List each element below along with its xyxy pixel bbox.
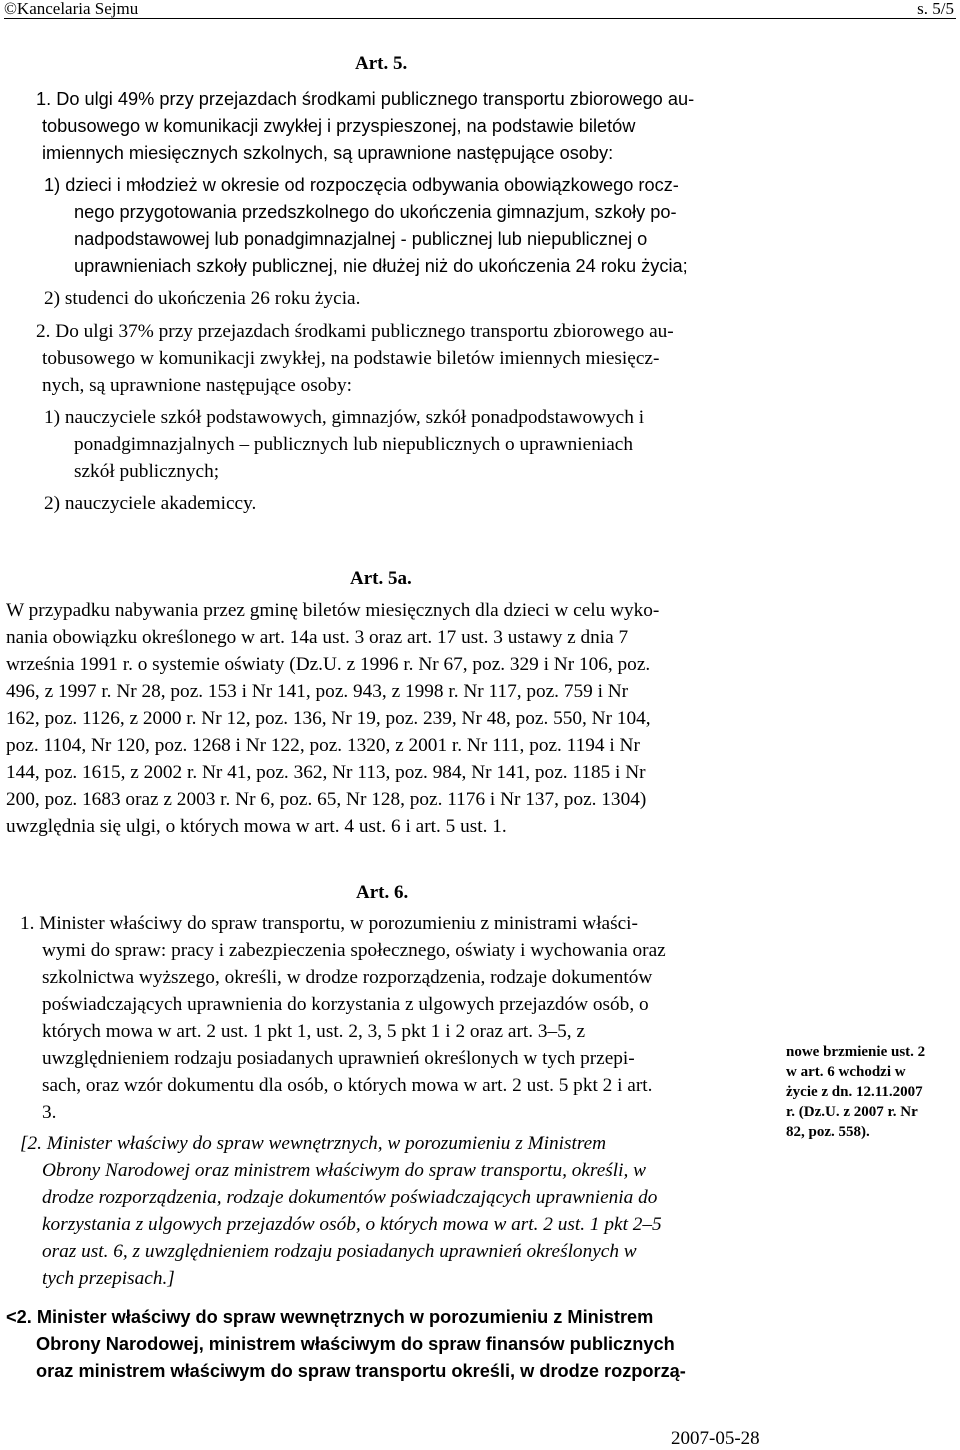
art6-ust1-line: poświadczających uprawnienia do korzystania z ulgowych przejazdów osób, o: [42, 994, 649, 1015]
pkt-line: nadpodstawowej lub ponadgimnazjalnej - publicznej lub niepublicznej o: [74, 229, 648, 249]
margin-note: [786, 1042, 958, 1142]
art5-ust2-pkt1: [44, 404, 774, 485]
art5a-line: września 1991 r. o systemie oświaty (Dz.U. z 1996 r. Nr 67, poz. 329 i Nr 106, poz.: [6, 654, 651, 675]
art5a-line: 144, poz. 1615, z 2002 r. Nr 41, poz. 362, Nr 113, poz. 984, Nr 141, poz. 1185 i Nr: [6, 762, 646, 783]
art6-ust1-line: szkolnictwa wyższego, określi, w drodze rozporządzenia, rodzaje dokumentów: [42, 967, 653, 988]
art5-ust1: [6, 86, 772, 167]
art6-ust1: [20, 910, 774, 1126]
art6-ust2-new-line: oraz ministrem właściwym do spraw transportu określi, w drodze rozporzą-: [36, 1361, 686, 1381]
art5a-line: 162, poz. 1126, z 2000 r. Nr 12, poz. 136, Nr 19, poz. 239, Nr 48, poz. 550, Nr 104,: [6, 708, 651, 729]
header-page-number: s. 5/5: [917, 0, 954, 18]
art6-ust2-old-line: Obrony Narodowej oraz ministrem właściwym do spraw transportu, określi, w: [42, 1160, 646, 1181]
art6-title: Art. 6.: [356, 882, 409, 903]
art5-ust1-line: 1. Do ulgi 49% przy przejazdach środkami publicznego transportu zbiorowego au-: [36, 89, 695, 109]
art5-ust1-pkt2: 2) studenci do ukończenia 26 roku życia.: [44, 288, 361, 309]
art6-ust1-line: 1. Minister właściwy do spraw transportu, w porozumieniu z ministrami właści-: [20, 913, 638, 934]
margin-note-line: w art. 6 wchodzi w: [786, 1064, 906, 1080]
art5a-line: poz. 1104, Nr 120, poz. 1268 i Nr 122, poz. 1320, z 2001 r. Nr 111, poz. 1194 i Nr: [6, 735, 640, 756]
pkt-line: nego przygotowania przedszkolnego do ukończenia gimnazjum, szkoły po-: [74, 202, 677, 222]
art5-ust2-line: tobusowego w komunikacji zwykłej, na podstawie biletów imiennych miesięcz-: [42, 348, 660, 369]
art5-ust2: [6, 318, 772, 399]
art5-title: Art. 5.: [355, 53, 408, 74]
art6-ust2-old-line: [2. Minister właściwy do spraw wewnętrznych, w porozumieniu z Ministrem: [20, 1133, 607, 1154]
art5a-line: 200, poz. 1683 oraz z 2003 r. Nr 6, poz. 65, Nr 128, poz. 1176 i Nr 137, poz. 1304): [6, 789, 647, 810]
art5a-line: W przypadku nabywania przez gminę biletów miesięcznych dla dzieci w celu wyko-: [6, 600, 660, 621]
art6-ust2-new-line: Obrony Narodowej, ministrem właściwym do spraw finansów publicznych: [36, 1334, 675, 1354]
art6-ust2-new: [6, 1304, 772, 1385]
pkt-line: 1) nauczyciele szkół podstawowych, gimnazjów, szkół ponadpodstawowych i: [44, 407, 645, 428]
header-source: ©Kancelaria Sejmu: [4, 0, 139, 18]
margin-note-line: życie z dn. 12.11.2007: [786, 1084, 923, 1100]
pkt-line: ponadgimnazjalnych – publicznych lub niepublicznych o uprawnieniach: [74, 434, 633, 455]
art6-ust1-line: uwzględnieniem rodzaju posiadanych uprawnień określonych w tych przepi-: [42, 1048, 635, 1069]
art5-ust1-line: imiennych miesięcznych szkolnych, są uprawnione następujące osoby:: [42, 143, 614, 163]
art5a-line: 496, z 1997 r. Nr 28, poz. 153 i Nr 141, poz. 943, z 1998 r. Nr 117, poz. 759 i Nr: [6, 681, 629, 702]
pkt-line: 1) dzieci i młodzież w okresie od rozpoczęcia odbywania obowiązkowego rocz-: [44, 175, 679, 195]
art5a-body: [6, 597, 774, 840]
art6-ust2-old-line: korzystania z ulgowych przejazdów osób, o których mowa w art. 2 ust. 1 pkt 2–5: [42, 1214, 662, 1235]
art5-ust2-line: nych, są uprawnione następujące osoby:: [42, 375, 353, 396]
margin-note-line: 82, poz. 558).: [786, 1124, 870, 1140]
art6-ust1-line: wymi do spraw: pracy i zabezpieczenia społecznego, oświaty i wychowania oraz: [42, 940, 666, 961]
art5-ust2-pkt2: 2) nauczyciele akademiccy.: [44, 493, 257, 514]
art5-ust2-line: 2. Do ulgi 37% przy przejazdach środkami publicznego transportu zbiorowego au-: [36, 321, 674, 342]
art6-ust1-line: których mowa w art. 2 ust. 1 pkt 1, ust. 2, 3, 5 pkt 1 i 2 oraz art. 3–5, z: [42, 1021, 586, 1042]
art6-ust2-old: [20, 1130, 774, 1292]
art5a-line: nania obowiązku określonego w art. 14a ust. 3 oraz art. 17 ust. 3 ustawy z dnia 7: [6, 627, 629, 648]
header-rule: [4, 18, 956, 19]
pkt-line: szkół publicznych;: [74, 461, 220, 482]
footer-date: 2007-05-28: [671, 1428, 760, 1449]
art6-ust2-old-line: drodze rozporządzenia, rodzaje dokumentów poświadczających uprawnienia do: [42, 1187, 658, 1208]
pkt-line: uprawnieniach szkoły publicznej, nie dłużej niż do ukończenia 24 roku życia;: [74, 256, 688, 276]
margin-note-line: r. (Dz.U. z 2007 r. Nr: [786, 1104, 918, 1120]
art6-ust2-old-line: tych przepisach.]: [42, 1268, 175, 1289]
art5a-line: uwzględnia się ulgi, o których mowa w art. 4 ust. 6 i art. 5 ust. 1.: [6, 816, 507, 837]
art6-ust1-line: sach, oraz wzór dokumentu dla osób, o których mowa w art. 2 ust. 5 pkt 2 i art.: [42, 1075, 653, 1096]
art5a-title: Art. 5a.: [350, 568, 412, 589]
art6-ust2-new-line: <2. Minister właściwy do spraw wewnętrznych w porozumieniu z Ministrem: [6, 1307, 654, 1327]
margin-note-line: nowe brzmienie ust. 2: [786, 1044, 926, 1060]
art5-ust1-line: tobusowego w komunikacji zwykłej i przyspieszonej, na podstawie biletów: [42, 116, 636, 136]
art6-ust1-line: 3.: [42, 1102, 57, 1123]
art5-ust1-pkt1: [44, 172, 774, 280]
art6-ust2-old-line: oraz ust. 6, z uwzględnieniem rodzaju posiadanych uprawnień określonych w: [42, 1241, 637, 1262]
